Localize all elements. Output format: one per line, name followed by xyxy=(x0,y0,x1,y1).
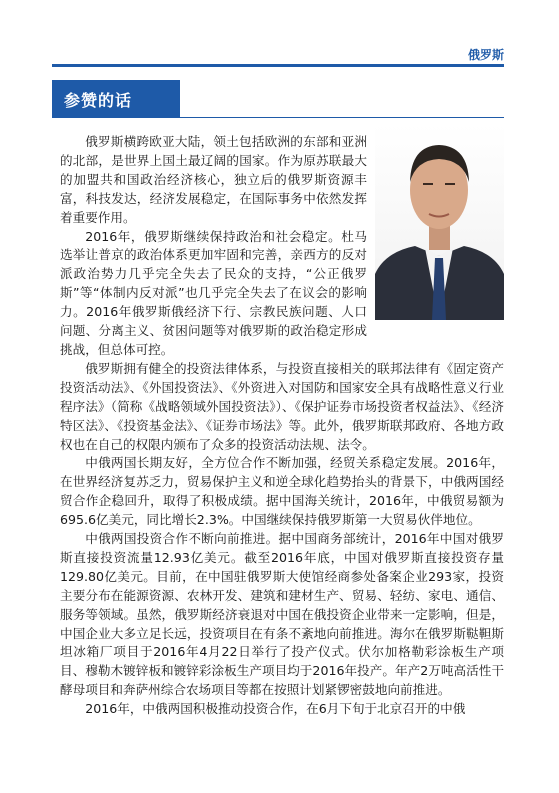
paragraph-politics: 2016年，俄罗斯继续保持政治和社会稳定。杜马选举让普京的政治体系更加牢固和完善，亲西方的反对派政治势力几乎完全失去了民众的支持，“公正俄罗斯”等“体制内反对派”也几乎完全失去了在议会的影响力。2016年俄罗斯俄经济下行、宗教民族问题、人口问题、分离主义、贫困问题等对俄罗斯的政治稳定形成挑战，但总体可控。 xyxy=(60,228,367,357)
paragraph-law: 俄罗斯拥有健全的投资法律体系，与投资直接相关的联邦法律有《固定资产投资活动法》、《外国投资法》、《外资进入对国防和国家安全具有战略性意义行业程序法》（简称《战略领域外国投资法》）、《保护证券市场投资者权益法》、《经济特区法》、《投资基金法》、《证券市场法》等。此外，俄罗斯联邦政府、各地方政权也在自己的权限内颁布了众多的投资活动法规、法令。 xyxy=(60,360,504,452)
paragraph-cooperation: 2016年，中俄两国积极推动投资合作，在6月下旬于北京召开的中俄 xyxy=(85,701,466,717)
article-body xyxy=(60,133,504,719)
paragraph-trade: 中俄两国长期友好，全方位合作不断加强，经贸关系稳定发展。2016年，在世界经济复苏乏力，贸易保护主义和逆全球化趋势抬头的背景下，中俄两国经贸合作企稳回升，取得了积极成绩。据中国海关统计，2016年，中俄贸易额为695.6亿美元，同比增长2.3%。中国继续保持俄罗斯第一大贸易伙伴地位。 xyxy=(60,455,504,528)
paragraph-investment: 中俄两国投资合作不断向前推进。据中国商务部统计，2016年中国对俄罗斯直接投资流量12.93亿美元。截至2016年底，中国对俄罗斯直接投资存量129.80亿美元。目前，在中国驻俄罗斯大使馆经商参处备案企业293家，投资主要分布在能源资源、农林开发、建筑和建材生产、贸易、轻纺、家电、通信、服务等领域。虽然，俄罗斯经济衰退对中国在俄投资企业带来一定影响，但是，中国企业大多立足长远，投资项目在有条不紊地向前推进。海尔在俄罗斯鞑靼斯坦冰箱厂项目于2016年4月22日举行了投产仪式。伏尔加格勒彩涂板生产项目、穆勒木镀锌板和镀锌彩涂板生产项目均于2016年投产。年产2万吨高活性干酵母项目和奔萨州综合农场项目等都在按照计划紧锣密鼓地向前推进。 xyxy=(60,531,504,698)
header-rule xyxy=(52,64,504,67)
paragraph-intro: 俄罗斯横跨欧亚大陆，领土包括欧洲的东部和亚洲的北部，是世界上国土最辽阔的国家。作为原苏联最大的加盟共和国政治经济核心，独立后的俄罗斯资源丰富，科技发达，经济发展稳定，在国际事务中依然发挥着重要作用。 xyxy=(60,134,367,225)
section-tag: 俄罗斯 xyxy=(467,48,504,62)
title-underline xyxy=(180,117,504,118)
page-title: 参赞的话 xyxy=(64,91,133,110)
